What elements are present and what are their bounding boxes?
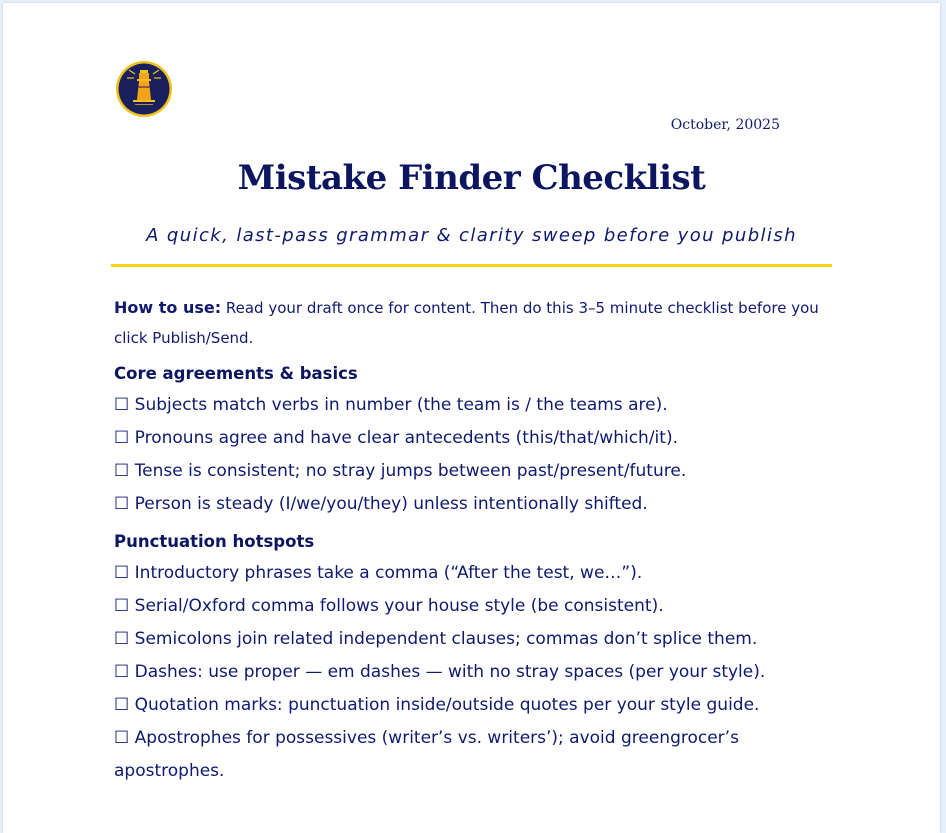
checklist-item[interactable] [114,389,834,422]
checklist-item-text: Dashes: use proper — em dashes — with no stray spaces (per your style). [134,662,766,682]
checkbox-icon[interactable]: ☐ [114,494,130,514]
checklist-item-text: Person is steady (I/we/you/they) unless intentionally shifted. [134,494,648,514]
checklist-item[interactable] [114,689,834,722]
checklist-item[interactable] [114,557,834,590]
checklist-item-text: Apostrophes for possessives (writer’s vs. writers’); avoid greengrocer’s apostrophes. [114,728,739,781]
document-page [3,3,940,833]
checklist-content [114,293,834,788]
checklist-item[interactable] [114,722,834,788]
checklist-item-text: Serial/Oxford comma follows your house style (be consistent). [134,596,664,616]
lighthouse-logo-icon [115,60,173,118]
checkbox-icon[interactable]: ☐ [114,596,130,616]
checkbox-icon[interactable]: ☐ [114,728,130,748]
checkbox-icon[interactable]: ☐ [114,461,130,481]
section-heading: Punctuation hotspots [114,532,315,551]
checkbox-icon[interactable]: ☐ [114,428,130,448]
checkbox-icon[interactable]: ☐ [114,695,130,715]
checklist-item-text: Pronouns agree and have clear antecedents (this/that/which/it). [134,428,678,448]
checkbox-icon[interactable]: ☐ [114,563,130,583]
checklist-item[interactable] [114,656,834,689]
checkbox-icon[interactable]: ☐ [114,662,130,682]
accent-divider [111,264,832,267]
page-title: Mistake Finder Checklist [237,158,706,198]
how-to-use-label: How to use: [114,298,222,317]
section-punctuation-hotspots [114,531,834,788]
document-date: October, 20025 [670,117,780,133]
how-to-use-text: Read your draft once for content. Then do this 3–5 minute checklist before you click Publish/Send. [114,299,819,347]
checklist-item-text: Quotation marks: punctuation inside/outside quotes per your style guide. [134,695,760,715]
checklist-item[interactable] [114,455,834,488]
checklist-item[interactable] [114,488,834,521]
checklist-item[interactable] [114,623,834,656]
checklist-item-text: Semicolons join related independent clauses; commas don’t splice them. [134,629,758,649]
checkbox-icon[interactable]: ☐ [114,395,130,415]
checklist-item-text: Introductory phrases take a comma (“After the test, we…”). [134,563,643,583]
checklist-item-text: Tense is consistent; no stray jumps between past/present/future. [134,461,687,481]
section-heading: Core agreements & basics [114,364,358,383]
how-to-use-paragraph [114,293,834,353]
checklist-item-text: Subjects match verbs in number (the team is / the teams are). [134,395,668,415]
section-core-agreements [114,363,834,521]
checkbox-icon[interactable]: ☐ [114,629,130,649]
checklist-item[interactable] [114,422,834,455]
page-subtitle: A quick, last-pass grammar & clarity sweep before you publish [146,225,797,246]
checklist-item[interactable] [114,590,834,623]
